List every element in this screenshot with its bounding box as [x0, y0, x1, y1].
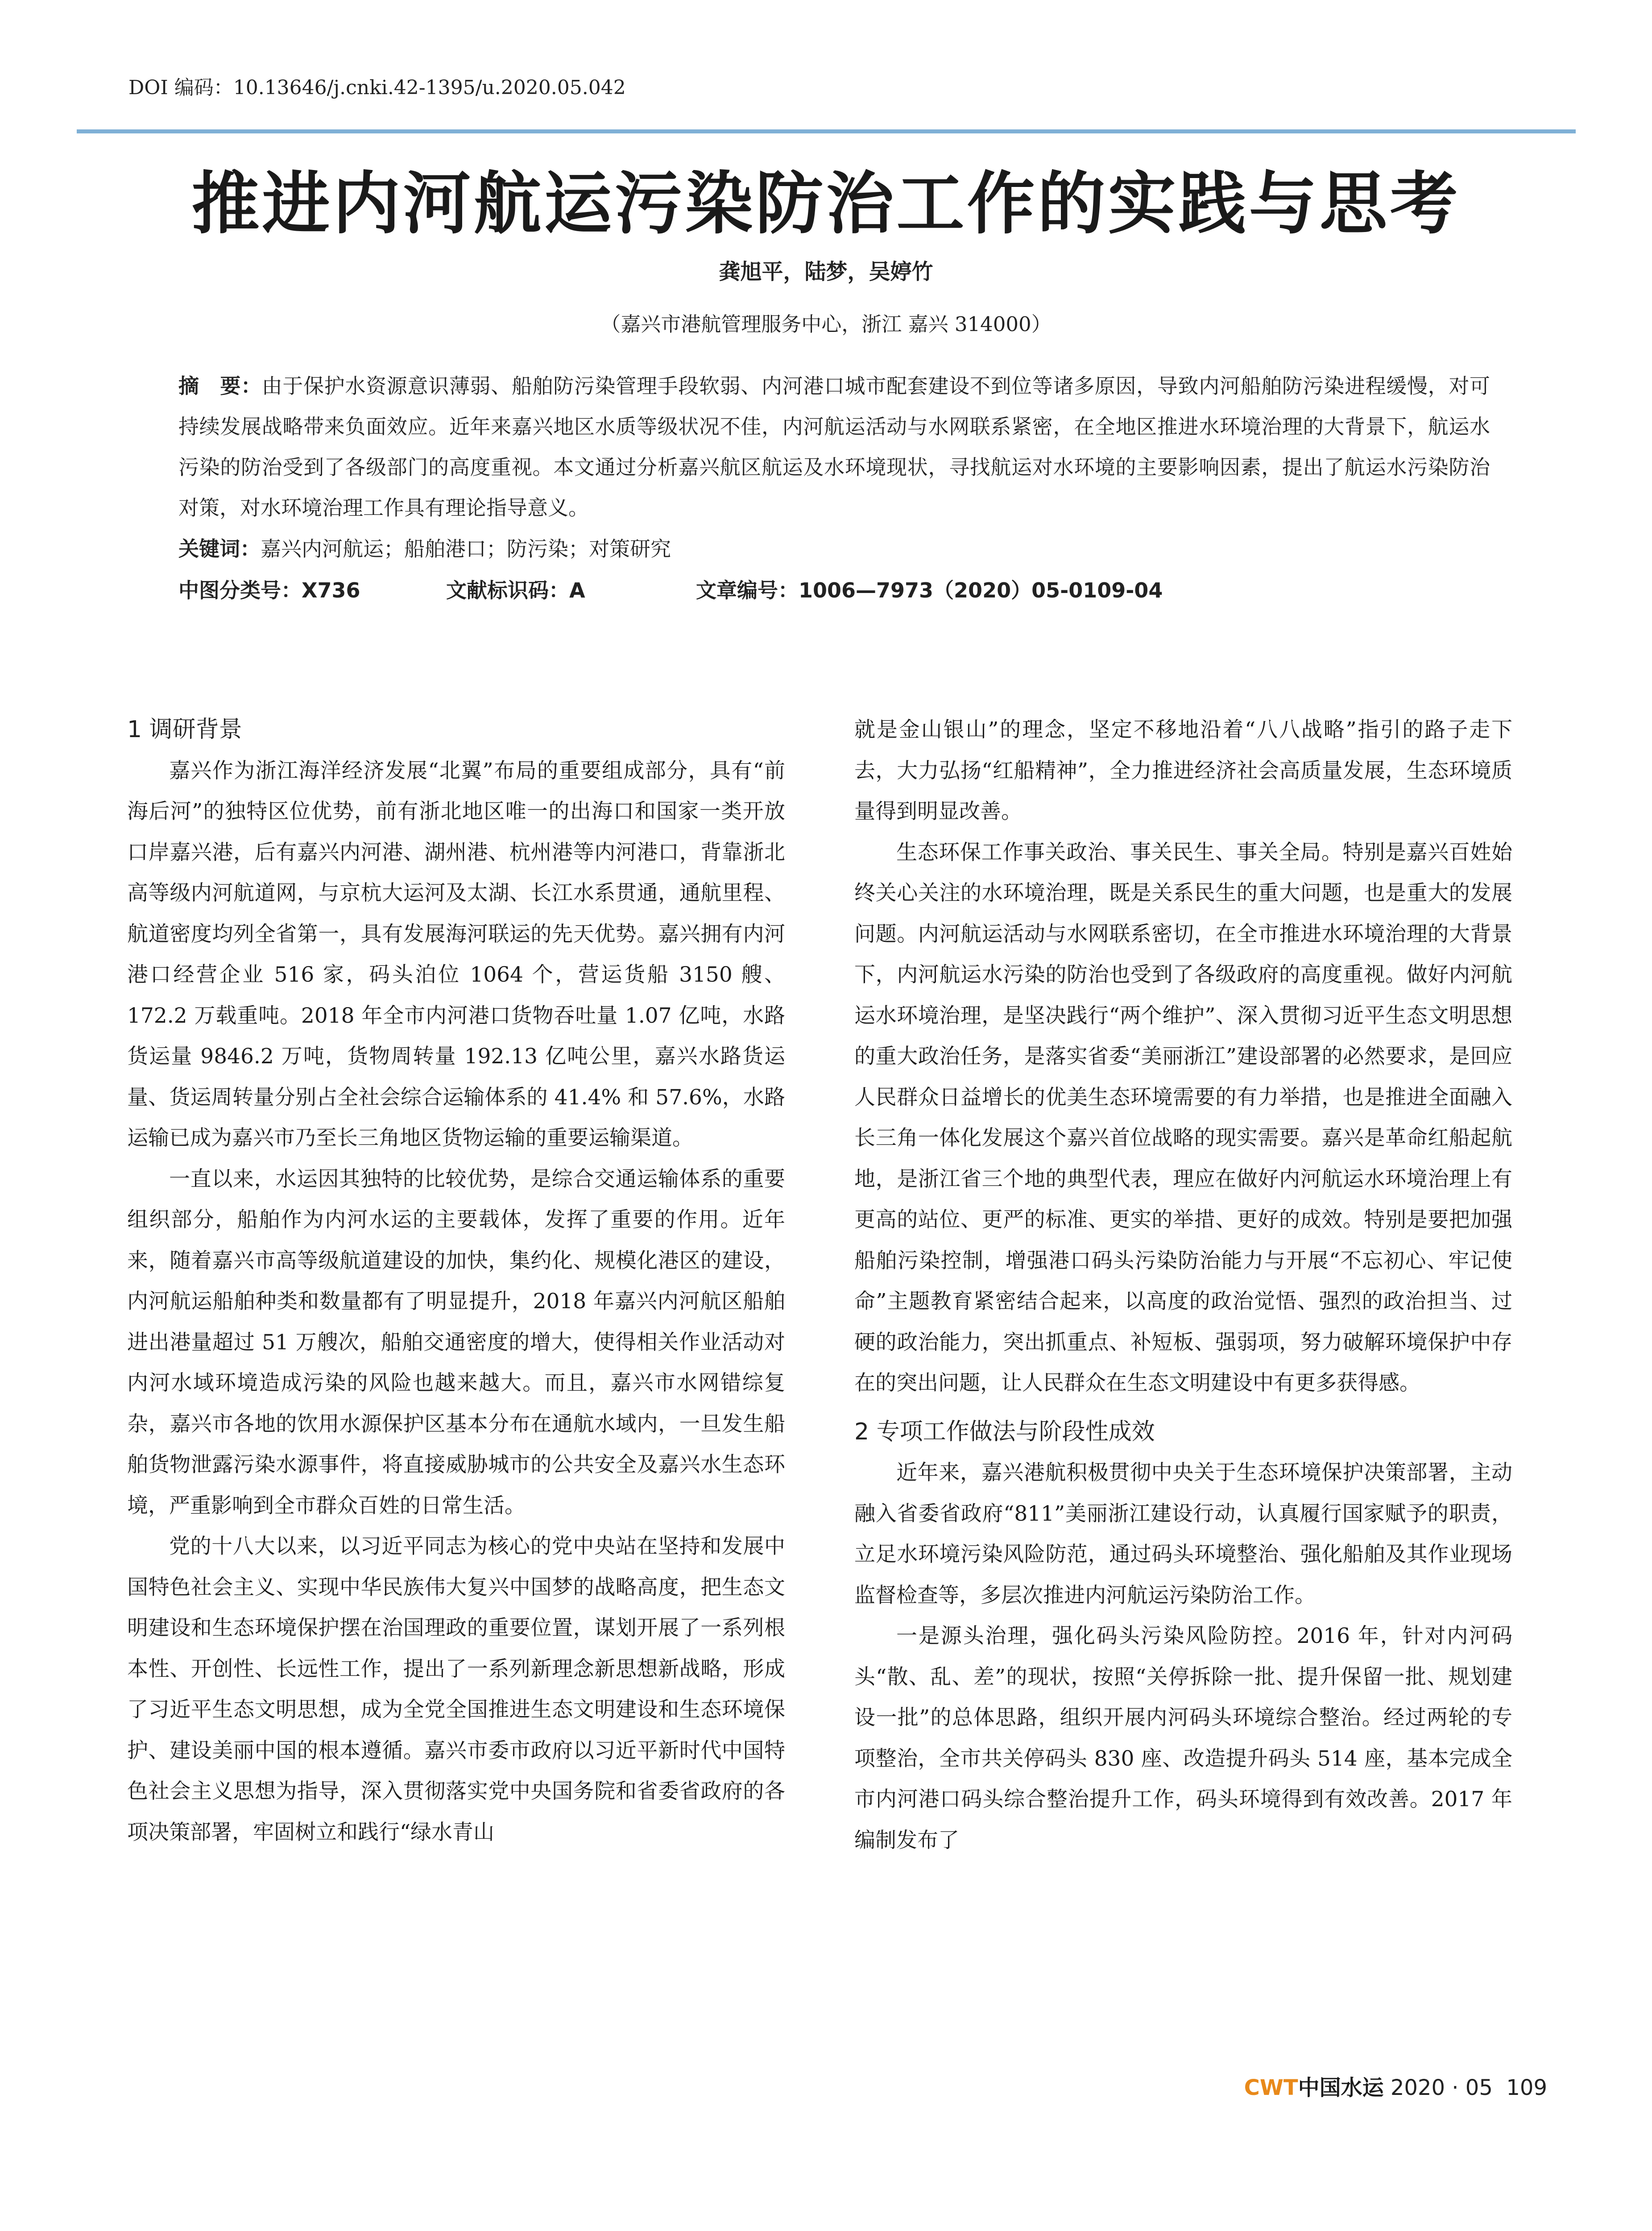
keywords-text: 嘉兴内河航运；船舶港口；防污染；对策研究	[261, 537, 671, 561]
paragraph: 嘉兴作为浙江海洋经济发展“北翼”布局的重要组成部分，具有“前海后河”的独特区位优势，前有浙北地区唯一的出海口和国家一类开放口岸嘉兴港，后有嘉兴内河港、湖州港、杭州港等内河港口，背靠浙北高等级内河航道网，与京杭大运河及太湖、长江水系贯通，通航里程、航道密度均列全省第一，具有发展海河联运的先天优势。嘉兴拥有内河港口经营企业 516 家，码头泊位 1064 个，营运货船 3150 艘、172.2 万载重吨。2018 年全市内河港口货物吞吐量 1.07 亿吨，水路货运量 9846.2 万吨，货物周转量 192.13 亿吨公里，嘉兴水路货运量、货运周转量分别占全社会综合运输体系的 41.4% 和 57.6%，水路运输已成为嘉兴市乃至长三角地区货物运输的重要运输渠道。	[127, 758, 785, 1150]
journal-name: 中国水运	[1298, 2075, 1384, 2100]
abstract	[178, 366, 1490, 528]
left-column	[127, 709, 785, 1853]
paragraph-continued: 就是金山银山”的理念，坚定不移地沿着“八八战略”指引的路子走下去，大力弘扬“红船精神”，全力推进经济社会高质量发展，生态环境质量得到明显改善。	[854, 717, 1512, 824]
abstract-label: 摘 要：	[178, 374, 262, 398]
authors: 龚旭平，陆梦，吴婷竹	[719, 259, 933, 284]
document-code: 文献标识码：A	[446, 578, 585, 602]
page-footer	[1244, 2070, 1547, 2101]
paragraph: 一直以来，水运因其独特的比较优势，是综合交通运输体系的重要组织部分，船舶作为内河水运的主要载体，发挥了重要的作用。近年来，随着嘉兴市高等级航道建设的加快，集约化、规模化港区的建设，内河航运船舶种类和数量都有了明显提升，2018 年嘉兴内河航区船舶进出港量超过 51 万艘次，船舶交通密度的增大，使得相关作业活动对内河水域环境造成污染的风险也越来越大。而且，嘉兴市水网错综复杂，嘉兴市各地的饮用水源保护区基本分布在通航水域内，一旦发生船舶货物泄露污染水源事件，将直接威胁城市的公共安全及嘉兴水生态环境，严重影响到全市群众百姓的日常生活。	[127, 1166, 785, 1518]
section-heading-1: 1 调研背景	[127, 716, 242, 743]
paragraph: 生态环保工作事关政治、事关民生、事关全局。特别是嘉兴百姓始终关心关注的水环境治理，既是关系民生的重大问题，也是重大的发展问题。内河航运活动与水网联系密切，在全市推进水环境治理的大背景下，内河航运水污染的防治也受到了各级政府的高度重视。做好内河航运水环境治理，是坚决践行“两个维护”、深入贯彻习近平生态文明思想的重大政治任务，是落实省委“美丽浙江”建设部署的必然要求，是回应人民群众日益增长的优美生态环境需要的有力举措，也是推进全面融入长三角一体化发展这个嘉兴首位战略的现实需要。嘉兴是革命红船起航地，是浙江省三个地的典型代表，理应在做好内河航运水环境治理上有更高的站位、更严的标准、更实的举措、更好的成效。特别是要把加强船舶污染控制，增强港口码头污染防治能力与开展“不忘初心、牢记使命”主题教育紧密结合起来，以高度的政治觉悟、强烈的政治担当、过硬的政治能力，突出抓重点、补短板、强弱项，努力破解环境保护中存在的突出问题，让人民群众在生态文明建设中有更多获得感。	[854, 840, 1512, 1395]
page-number: 109	[1506, 2075, 1547, 2100]
section-heading-2: 2 专项工作做法与阶段性成效	[854, 1418, 1155, 1445]
paragraph: 党的十八大以来，以习近平同志为核心的党中央站在坚持和发展中国特色社会主义、实现中华民族伟大复兴中国梦的战略高度，把生态文明建设和生态环境保护摆在治国理政的重要位置，谋划开展了一系列根本性、开创性、长远性工作，提出了一系列新理念新思想新战略，形成了习近平生态文明思想，成为全党全国推进生态文明建设和生态环境保护、建设美丽中国的根本遵循。嘉兴市委市政府以习近平新时代中国特色社会主义思想为指导，深入贯彻落实党中央国务院和省委省政府的各项决策部署，牢固树立和践行“绿水青山	[127, 1534, 785, 1845]
keywords-label: 关键词：	[178, 537, 261, 561]
paragraph: 近年来，嘉兴港航积极贯彻中央关于生态环境保护决策部署，主动融入省委省政府“811”美丽浙江建设行动，认真履行国家赋予的职责，立足水环境污染风险防范，通过码头环境整治、强化船舶及其作业现场监督检查等，多层次推进内河航运污染防治工作。	[854, 1460, 1512, 1608]
article-title: 推进内河航运污染防治工作的实践与思考	[191, 163, 1461, 243]
paragraph: 一是源头治理，强化码头污染风险防控。2016 年，针对内河码头“散、乱、差”的现状，按照“关停拆除一批、提升保留一批、规划建设一批”的总体思路，组织开展内河码头环境综合整治。经过两轮的专项整治，全市共关停码头 830 座、改造提升码头 514 座，基本完成全市内河港口码头综合整治提升工作，码头环境得到有效改善。2017 年编制发布了	[854, 1624, 1512, 1853]
issue-number: 2020 · 05	[1390, 2075, 1493, 2100]
classification-line	[178, 570, 1490, 611]
abstract-text: 由于保护水资源意识薄弱、船舶防污染管理手段软弱、内河港口城市配套建设不到位等诸多原因，导致内河船舶防污染进程缓慢，对可持续发展战略带来负面效应。近年来嘉兴地区水质等级状况不佳，内河航运活动与水网联系紧密，在全地区推进水环境治理的大背景下，航运水污染的防治受到了各级部门的高度重视。本文通过分析嘉兴航区航运及水环境现状，寻找航运对水环境的主要影响因素，提出了航运水污染防治对策，对水环境治理工作具有理论指导意义。	[178, 374, 1491, 520]
journal-logo-cwt: CWT	[1244, 2075, 1298, 2100]
affiliation: （嘉兴市港航管理服务中心，浙江 嘉兴 314000）	[600, 312, 1052, 336]
keywords	[178, 529, 1490, 569]
header-rule	[77, 129, 1576, 133]
article-number: 文章编号：1006—7973（2020）05-0109-04	[696, 578, 1163, 602]
right-column	[854, 709, 1512, 1861]
clc-number: 中图分类号：X736	[178, 578, 360, 602]
doi-line: DOI 编码：10.13646/j.cnki.42-1395/u.2020.05.042	[128, 76, 626, 99]
